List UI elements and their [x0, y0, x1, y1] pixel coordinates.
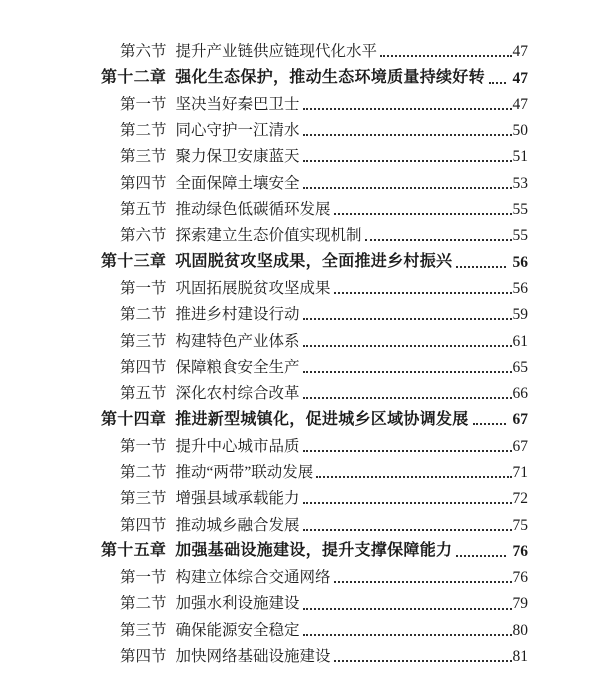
dot-leader — [334, 213, 512, 215]
table-of-contents — [101, 38, 528, 669]
toc-entry-page: 66 — [512, 385, 528, 403]
toc-entry-page: 76 — [512, 542, 528, 560]
toc-entry-title: 推进新型城镇化，促进城乡区域协调发展 — [175, 410, 469, 428]
toc-entry-title: 巩固脱贫攻坚成果，全面推进乡村振兴 — [175, 253, 453, 271]
toc-entry-page: 81 — [512, 648, 528, 666]
toc-entry-title: 提升中心城市品质 — [175, 437, 300, 455]
toc-entry — [101, 485, 528, 511]
dot-leader — [489, 82, 506, 84]
toc-entry-title: 坚决当好秦巴卫士 — [175, 95, 300, 113]
toc-entry-number: 第三节 — [120, 621, 167, 639]
toc-entry — [101, 301, 528, 327]
toc-entry-number: 第六节 — [120, 227, 167, 245]
toc-entry — [101, 143, 528, 169]
toc-entry-page: 59 — [512, 306, 528, 324]
toc-entry-number: 第四节 — [120, 174, 167, 192]
toc-entry-number: 第十五章 — [101, 542, 167, 560]
toc-entry-title: 强化生态保护，推动生态环境质量持续好转 — [175, 69, 485, 86]
toc-entry — [101, 511, 528, 537]
toc-entry — [101, 380, 528, 406]
toc-entry-page: 53 — [512, 174, 528, 192]
toc-entry-title: 推动绿色低碳循环发展 — [175, 201, 331, 219]
dot-leader — [303, 134, 512, 136]
toc-entry — [101, 354, 528, 380]
toc-entry-page: 75 — [512, 516, 528, 534]
dot-leader — [303, 318, 512, 320]
toc-entry-page: 55 — [512, 201, 528, 219]
dot-leader — [303, 529, 512, 531]
toc-entry-page: 51 — [512, 148, 528, 166]
toc-entry — [101, 406, 528, 432]
toc-entry-number: 第五节 — [120, 201, 167, 219]
toc-entry-page: 47 — [512, 43, 528, 61]
dot-leader — [380, 55, 511, 57]
toc-entry-title: 加强水利设施建设 — [175, 595, 300, 613]
toc-entry — [101, 275, 528, 301]
toc-entry-page: 65 — [512, 358, 528, 376]
toc-entry — [101, 564, 528, 590]
toc-entry-number: 第一节 — [120, 569, 167, 587]
toc-entry-title: 构建立体综合交通网络 — [175, 569, 331, 587]
dot-leader — [303, 371, 512, 373]
toc-entry-title: 加强基础设施建设，提升支撑保障能力 — [175, 542, 453, 560]
toc-entry-number: 第三节 — [120, 148, 167, 166]
toc-entry-number: 第十四章 — [101, 410, 167, 428]
dot-leader — [303, 160, 512, 162]
toc-entry-page: 72 — [512, 490, 528, 508]
toc-entry-title: 提升产业链供应链现代化水平 — [175, 43, 378, 61]
toc-entry — [101, 617, 528, 643]
toc-entry-page: 56 — [512, 253, 528, 271]
dot-leader — [303, 108, 512, 110]
toc-entry-page: 71 — [512, 464, 528, 481]
toc-entry-title: 推进乡村建设行动 — [175, 306, 300, 324]
toc-entry-title: 同心守护一江清水 — [175, 122, 300, 140]
toc-entry — [101, 643, 528, 669]
toc-entry — [101, 248, 528, 274]
toc-entry — [101, 538, 528, 564]
toc-entry — [101, 459, 528, 485]
toc-entry-title: 构建特色产业体系 — [175, 332, 300, 350]
toc-entry — [101, 91, 528, 117]
toc-entry-number: 第一节 — [120, 279, 167, 297]
toc-entry — [101, 38, 528, 64]
toc-entry-title: 保障粮食安全生产 — [175, 358, 300, 376]
toc-entry — [101, 64, 528, 90]
toc-entry-page: 76 — [512, 569, 528, 587]
toc-entry-title: 加快网络基础设施建设 — [175, 648, 331, 666]
toc-entry-page: 47 — [512, 95, 528, 113]
dot-leader — [303, 608, 512, 610]
toc-entry-number: 第六节 — [120, 43, 167, 61]
toc-entry-page: 47 — [512, 69, 528, 87]
dot-leader — [303, 187, 512, 189]
toc-entry-title: 推动城乡融合发展 — [175, 516, 300, 534]
toc-entry-page: 67 — [512, 437, 528, 455]
toc-entry — [101, 117, 528, 143]
toc-entry-number: 第二节 — [120, 464, 167, 481]
dot-leader — [303, 634, 512, 636]
toc-entry-number: 第三节 — [120, 490, 167, 508]
toc-entry-title: 推动“两带”联动发展 — [175, 464, 314, 481]
dot-leader — [456, 555, 505, 557]
toc-entry-title: 探索建立生态价值实现机制 — [175, 227, 362, 245]
dot-leader — [316, 476, 511, 478]
toc-entry-number: 第二节 — [120, 595, 167, 613]
toc-entry-title: 巩固拓展脱贫攻坚成果 — [175, 279, 331, 297]
toc-entry-number: 第二节 — [120, 306, 167, 324]
toc-entry — [101, 169, 528, 195]
dot-leader — [303, 345, 512, 347]
toc-entry-title: 深化农村综合改革 — [175, 385, 300, 403]
toc-entry-number: 第五节 — [120, 385, 167, 403]
toc-entry-page: 56 — [512, 279, 528, 297]
toc-entry-number: 第四节 — [120, 358, 167, 376]
toc-entry-title: 全面保障土壤安全 — [175, 174, 300, 192]
dot-leader — [365, 239, 512, 241]
dot-leader — [303, 502, 512, 504]
toc-entry-title: 增强县域承载能力 — [175, 490, 300, 508]
toc-entry-number: 第十三章 — [101, 253, 167, 271]
toc-entry-number: 第十二章 — [101, 69, 167, 86]
dot-leader — [473, 423, 506, 425]
toc-entry — [101, 432, 528, 458]
toc-entry-title: 聚力保卫安康蓝天 — [175, 148, 300, 166]
toc-entry — [101, 590, 528, 616]
toc-entry-number: 第四节 — [120, 516, 167, 534]
toc-entry-page: 79 — [512, 595, 528, 613]
toc-entry-page: 50 — [512, 122, 528, 140]
dot-leader — [456, 266, 505, 268]
dot-leader — [303, 397, 512, 399]
toc-entry-page: 67 — [512, 411, 528, 429]
dot-leader — [334, 660, 512, 662]
toc-entry-number: 第一节 — [120, 95, 167, 113]
dot-leader — [334, 581, 512, 583]
toc-entry-number: 第二节 — [120, 122, 167, 140]
toc-entry-title: 确保能源安全稳定 — [175, 621, 300, 639]
toc-entry — [101, 222, 528, 248]
toc-entry-number: 第一节 — [120, 437, 167, 455]
toc-entry-page: 80 — [512, 621, 528, 639]
dot-leader — [334, 292, 512, 294]
toc-entry-page: 55 — [512, 227, 528, 245]
toc-entry — [101, 196, 528, 222]
toc-entry-number: 第三节 — [120, 332, 167, 350]
toc-entry-number: 第四节 — [120, 648, 167, 666]
dot-leader — [303, 450, 512, 452]
toc-entry-page: 61 — [512, 332, 528, 350]
toc-entry — [101, 327, 528, 353]
